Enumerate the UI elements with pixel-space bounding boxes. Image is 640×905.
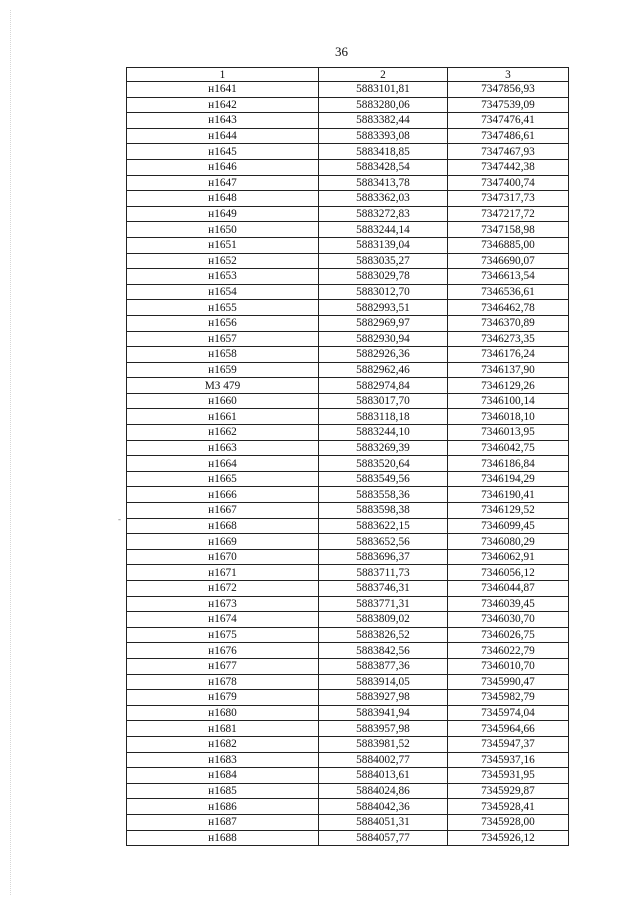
table-row: [127, 159, 569, 175]
y-coordinate-cell: 7346056,12: [448, 565, 569, 581]
y-coordinate-cell: 7347442,38: [448, 159, 569, 175]
y-coordinate-cell: 7346062,91: [448, 549, 569, 565]
table-row: [127, 830, 569, 846]
table-row: [127, 113, 569, 129]
table-row: [127, 596, 569, 612]
point-id-cell: н1687: [127, 814, 319, 830]
point-id-cell: н1645: [127, 144, 319, 160]
y-coordinate-cell: 7346129,26: [448, 378, 569, 394]
point-id-cell: н1679: [127, 690, 319, 706]
table-row: [127, 799, 569, 815]
point-id-cell: н1659: [127, 362, 319, 378]
y-coordinate-cell: 7346176,24: [448, 347, 569, 363]
y-coordinate-cell: 7346190,41: [448, 487, 569, 503]
point-id-cell: н1647: [127, 175, 319, 191]
y-coordinate-cell: 7346042,75: [448, 440, 569, 456]
point-id-cell: н1674: [127, 612, 319, 628]
table-row: [127, 175, 569, 191]
y-coordinate-cell: 7345928,00: [448, 814, 569, 830]
table-row: [127, 269, 569, 285]
table-row: [127, 456, 569, 472]
x-coordinate-cell: 5883711,73: [319, 565, 448, 581]
point-id-cell: н1650: [127, 222, 319, 238]
table-row: [127, 643, 569, 659]
table-row: [127, 284, 569, 300]
x-coordinate-cell: 5883622,15: [319, 518, 448, 534]
y-coordinate-cell: 7347539,09: [448, 97, 569, 113]
x-coordinate-cell: 5883957,98: [319, 721, 448, 737]
y-coordinate-cell: 7346013,95: [448, 425, 569, 441]
point-id-cell: н1670: [127, 549, 319, 565]
x-coordinate-cell: 5883393,08: [319, 128, 448, 144]
point-id-cell: н1677: [127, 658, 319, 674]
x-coordinate-cell: 5883877,36: [319, 658, 448, 674]
y-coordinate-cell: 7347400,74: [448, 175, 569, 191]
table-row: [127, 82, 569, 98]
y-coordinate-cell: 7346613,54: [448, 269, 569, 285]
y-coordinate-cell: 7345964,66: [448, 721, 569, 737]
x-coordinate-cell: 5883418,85: [319, 144, 448, 160]
y-coordinate-cell: 7347856,93: [448, 82, 569, 98]
table-row: [127, 534, 569, 550]
x-coordinate-cell: 5882930,94: [319, 331, 448, 347]
point-id-cell: н1649: [127, 206, 319, 222]
point-id-cell: н1675: [127, 627, 319, 643]
table-body: [127, 82, 569, 846]
y-coordinate-cell: 7345928,41: [448, 799, 569, 815]
x-coordinate-cell: 5883927,98: [319, 690, 448, 706]
table-header-row: [127, 68, 569, 82]
x-coordinate-cell: 5883382,44: [319, 113, 448, 129]
y-coordinate-cell: 7346536,61: [448, 284, 569, 300]
y-coordinate-cell: 7346137,90: [448, 362, 569, 378]
point-id-cell: н1643: [127, 113, 319, 129]
table-row: [127, 721, 569, 737]
y-coordinate-cell: 7347467,93: [448, 144, 569, 160]
point-id-cell: н1669: [127, 534, 319, 550]
table-row: [127, 378, 569, 394]
table-row: [127, 768, 569, 784]
point-id-cell: н1665: [127, 471, 319, 487]
x-coordinate-cell: 5883826,52: [319, 627, 448, 643]
x-coordinate-cell: 5884051,31: [319, 814, 448, 830]
point-id-cell: н1652: [127, 253, 319, 269]
x-coordinate-cell: 5883244,10: [319, 425, 448, 441]
y-coordinate-cell: 7346129,52: [448, 503, 569, 519]
point-id-cell: н1657: [127, 331, 319, 347]
table-row: [127, 581, 569, 597]
y-coordinate-cell: 7346885,00: [448, 237, 569, 253]
point-id-cell: н1671: [127, 565, 319, 581]
table-row: [127, 362, 569, 378]
point-id-cell: н1653: [127, 269, 319, 285]
table-row: [127, 253, 569, 269]
point-id-cell: н1654: [127, 284, 319, 300]
x-coordinate-cell: 5883558,36: [319, 487, 448, 503]
x-coordinate-cell: 5884002,77: [319, 752, 448, 768]
x-coordinate-cell: 5883809,02: [319, 612, 448, 628]
x-coordinate-cell: 5883017,70: [319, 393, 448, 409]
table-row: [127, 128, 569, 144]
table-row: [127, 487, 569, 503]
x-coordinate-cell: 5883101,81: [319, 82, 448, 98]
x-coordinate-cell: 5882969,97: [319, 315, 448, 331]
point-id-cell: н1663: [127, 440, 319, 456]
y-coordinate-cell: 7346080,29: [448, 534, 569, 550]
table-row: [127, 783, 569, 799]
table-row: [127, 409, 569, 425]
y-coordinate-cell: 7347486,61: [448, 128, 569, 144]
point-id-cell: н1683: [127, 752, 319, 768]
y-coordinate-cell: 7346039,45: [448, 596, 569, 612]
x-coordinate-cell: 5883029,78: [319, 269, 448, 285]
x-coordinate-cell: 5883549,56: [319, 471, 448, 487]
table-row: [127, 565, 569, 581]
y-coordinate-cell: 7347317,73: [448, 191, 569, 207]
y-coordinate-cell: 7346022,79: [448, 643, 569, 659]
coordinates-table: [126, 67, 569, 846]
y-coordinate-cell: 7346026,75: [448, 627, 569, 643]
point-id-cell: МЗ 479: [127, 378, 319, 394]
table-row: [127, 627, 569, 643]
table-row: [127, 191, 569, 207]
y-coordinate-cell: 7347476,41: [448, 113, 569, 129]
point-id-cell: н1646: [127, 159, 319, 175]
y-coordinate-cell: 7346690,07: [448, 253, 569, 269]
point-id-cell: н1682: [127, 736, 319, 752]
point-id-cell: н1655: [127, 300, 319, 316]
table-row: [127, 331, 569, 347]
y-coordinate-cell: 7347158,98: [448, 222, 569, 238]
table-row: [127, 674, 569, 690]
x-coordinate-cell: 5882926,36: [319, 347, 448, 363]
column-header-3: 3: [448, 68, 569, 82]
table-row: [127, 144, 569, 160]
table-row: [127, 518, 569, 534]
y-coordinate-cell: 7345931,95: [448, 768, 569, 784]
x-coordinate-cell: 5883941,94: [319, 705, 448, 721]
point-id-cell: н1688: [127, 830, 319, 846]
x-coordinate-cell: 5883272,83: [319, 206, 448, 222]
table-row: [127, 393, 569, 409]
x-coordinate-cell: 5882993,51: [319, 300, 448, 316]
x-coordinate-cell: 5883139,04: [319, 237, 448, 253]
x-coordinate-cell: 5883244,14: [319, 222, 448, 238]
x-coordinate-cell: 5884057,77: [319, 830, 448, 846]
y-coordinate-cell: 7346100,14: [448, 393, 569, 409]
x-coordinate-cell: 5883746,31: [319, 581, 448, 597]
table-row: [127, 97, 569, 113]
y-coordinate-cell: 7346273,35: [448, 331, 569, 347]
x-coordinate-cell: 5883012,70: [319, 284, 448, 300]
point-id-cell: н1686: [127, 799, 319, 815]
point-id-cell: н1681: [127, 721, 319, 737]
x-coordinate-cell: 5883362,03: [319, 191, 448, 207]
point-id-cell: н1661: [127, 409, 319, 425]
point-id-cell: н1684: [127, 768, 319, 784]
point-id-cell: н1658: [127, 347, 319, 363]
table-row: [127, 222, 569, 238]
y-coordinate-cell: 7346030,70: [448, 612, 569, 628]
y-coordinate-cell: 7347217,72: [448, 206, 569, 222]
point-id-cell: н1666: [127, 487, 319, 503]
point-id-cell: н1664: [127, 456, 319, 472]
x-coordinate-cell: 5883696,37: [319, 549, 448, 565]
y-coordinate-cell: 7346370,89: [448, 315, 569, 331]
x-coordinate-cell: 5883118,18: [319, 409, 448, 425]
table-row: [127, 752, 569, 768]
y-coordinate-cell: 7345926,12: [448, 830, 569, 846]
x-coordinate-cell: 5883771,31: [319, 596, 448, 612]
table-row: [127, 690, 569, 706]
point-id-cell: н1641: [127, 82, 319, 98]
x-coordinate-cell: 5884042,36: [319, 799, 448, 815]
point-id-cell: н1656: [127, 315, 319, 331]
y-coordinate-cell: 7346044,87: [448, 581, 569, 597]
x-coordinate-cell: 5883280,06: [319, 97, 448, 113]
x-coordinate-cell: 5883520,64: [319, 456, 448, 472]
point-id-cell: н1660: [127, 393, 319, 409]
point-id-cell: н1662: [127, 425, 319, 441]
x-coordinate-cell: 5884013,61: [319, 768, 448, 784]
y-coordinate-cell: 7346194,29: [448, 471, 569, 487]
y-coordinate-cell: 7346186,84: [448, 456, 569, 472]
x-coordinate-cell: 5883981,52: [319, 736, 448, 752]
x-coordinate-cell: 5882974,84: [319, 378, 448, 394]
y-coordinate-cell: 7345982,79: [448, 690, 569, 706]
point-id-cell: н1673: [127, 596, 319, 612]
column-header-2: 2: [319, 68, 448, 82]
table-row: [127, 206, 569, 222]
x-coordinate-cell: 5883428,54: [319, 159, 448, 175]
table-row: [127, 612, 569, 628]
point-id-cell: н1644: [127, 128, 319, 144]
page-number: 36: [335, 44, 348, 59]
table-row: [127, 549, 569, 565]
x-coordinate-cell: 5883269,39: [319, 440, 448, 456]
x-coordinate-cell: 5882962,46: [319, 362, 448, 378]
x-coordinate-cell: 5883914,05: [319, 674, 448, 690]
x-coordinate-cell: 5883413,78: [319, 175, 448, 191]
y-coordinate-cell: 7345929,87: [448, 783, 569, 799]
y-coordinate-cell: 7345974,04: [448, 705, 569, 721]
y-coordinate-cell: 7345990,47: [448, 674, 569, 690]
table-row: [127, 736, 569, 752]
table-row: [127, 471, 569, 487]
table-row: [127, 300, 569, 316]
point-id-cell: н1667: [127, 503, 319, 519]
table-row: [127, 425, 569, 441]
y-coordinate-cell: 7345937,16: [448, 752, 569, 768]
x-coordinate-cell: 5883652,56: [319, 534, 448, 550]
x-coordinate-cell: 5883598,38: [319, 503, 448, 519]
table-row: [127, 347, 569, 363]
scan-margin-line: [10, 10, 12, 895]
point-id-cell: н1642: [127, 97, 319, 113]
table-row: [127, 237, 569, 253]
x-coordinate-cell: 5884024,86: [319, 783, 448, 799]
y-coordinate-cell: 7346018,10: [448, 409, 569, 425]
x-coordinate-cell: 5883842,56: [319, 643, 448, 659]
table-row: [127, 440, 569, 456]
table-row: [127, 315, 569, 331]
point-id-cell: н1685: [127, 783, 319, 799]
table-row: [127, 814, 569, 830]
point-id-cell: н1672: [127, 581, 319, 597]
point-id-cell: н1678: [127, 674, 319, 690]
y-coordinate-cell: 7346462,78: [448, 300, 569, 316]
column-header-1: 1: [127, 68, 319, 82]
point-id-cell: н1676: [127, 643, 319, 659]
table-row: [127, 705, 569, 721]
point-id-cell: н1651: [127, 237, 319, 253]
x-coordinate-cell: 5883035,27: [319, 253, 448, 269]
y-coordinate-cell: 7346099,45: [448, 518, 569, 534]
point-id-cell: н1648: [127, 191, 319, 207]
table-row: [127, 658, 569, 674]
point-id-cell: н1680: [127, 705, 319, 721]
table-row: [127, 503, 569, 519]
y-coordinate-cell: 7346010,70: [448, 658, 569, 674]
scan-artifact: -: [118, 514, 121, 524]
point-id-cell: н1668: [127, 518, 319, 534]
y-coordinate-cell: 7345947,37: [448, 736, 569, 752]
